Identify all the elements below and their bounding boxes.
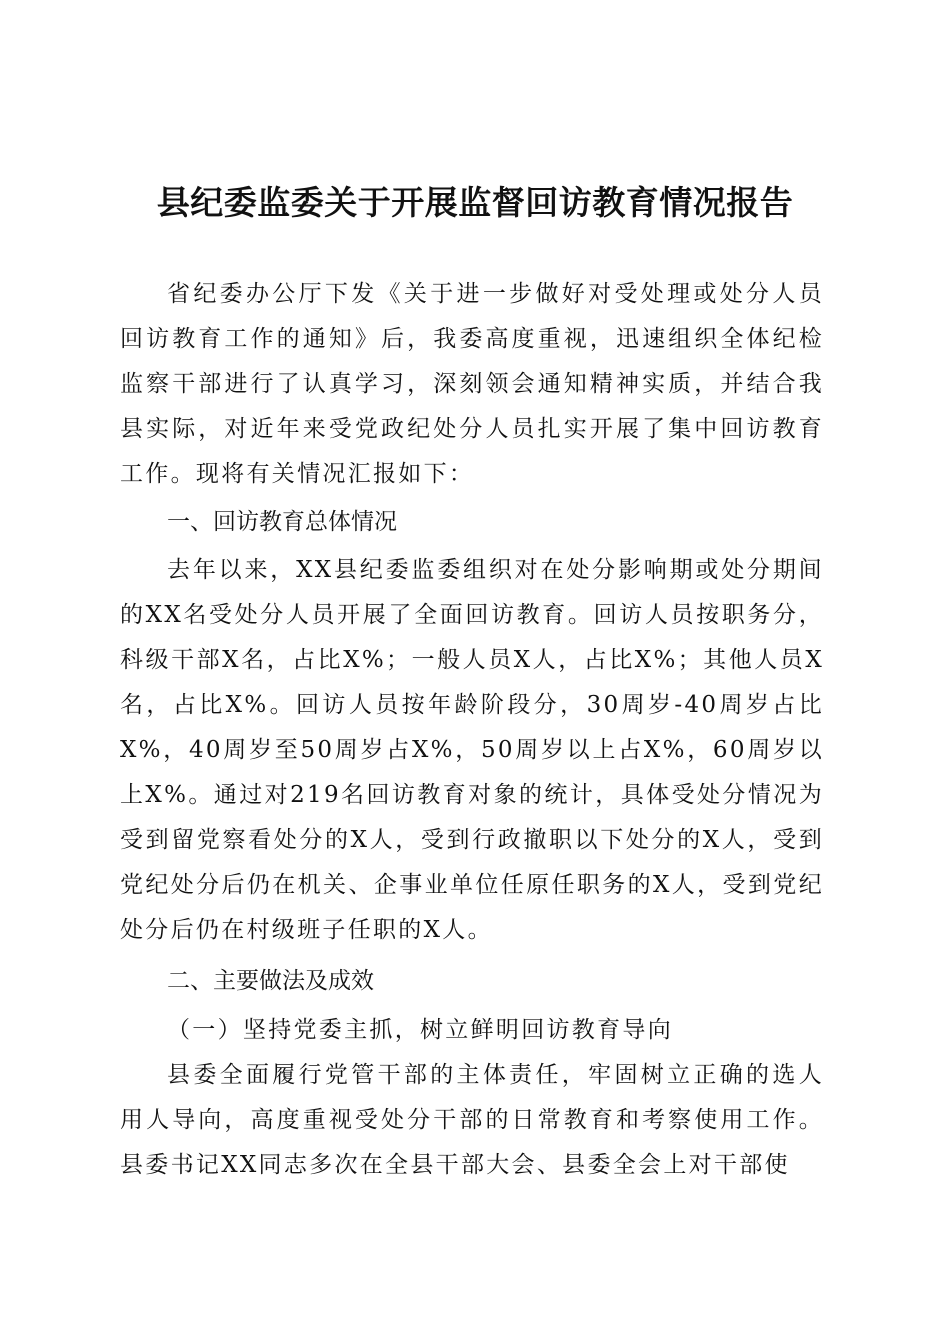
document-title: 县纪委监委关于开展监督回访教育情况报告 [156, 183, 794, 222]
section-1-heading: 一、回访教育总体情况 [167, 509, 397, 535]
section-1-paragraph: 去年以来，XX县纪委监委组织对在处分影响期或处分期间的XX名受处分人员开展了全面回访教育。回访人员按职务分，科级干部X名，占比X%；一般人员X人，占比X%；其他人员X名，占比X%。回访人员按年龄阶段分，30周岁-40周岁占比X%，40周岁至50周岁占X%，50周岁以上占X%，60周岁以上X%。通过对219名回访教育对象的统计，具体受处分情况为受到留党察看处分的X人，受到行政撤职以下处分的X人，受到党纪处分后仍在机关、企事业单位任原任职务的X人，受到党纪处分后仍在村级班子任职的X人。 [120, 557, 824, 943]
section-2-paragraph: 县委全面履行党管干部的主体责任，牢固树立正确的选人用人导向，高度重视受处分干部的日常教育和考察使用工作。县委书记XX同志多次在全县干部大会、县委全会上对干部使 [120, 1062, 824, 1178]
intro-paragraph: 省纪委办公厅下发《关于进一步做好对受处理或处分人员回访教育工作的通知》后，我委高度重视，迅速组织全体纪检监察干部进行了认真学习，深刻领会通知精神实质，并结合我县实际，对近年来受党政纪处分人员扎实开展了集中回访教育工作。现将有关情况汇报如下： [120, 281, 824, 487]
section-2-heading: 二、主要做法及成效 [167, 968, 374, 994]
section-2-subheading-1: （一）坚持党委主抓，树立鲜明回访教育导向 [167, 1017, 673, 1043]
document-body [120, 272, 824, 1188]
